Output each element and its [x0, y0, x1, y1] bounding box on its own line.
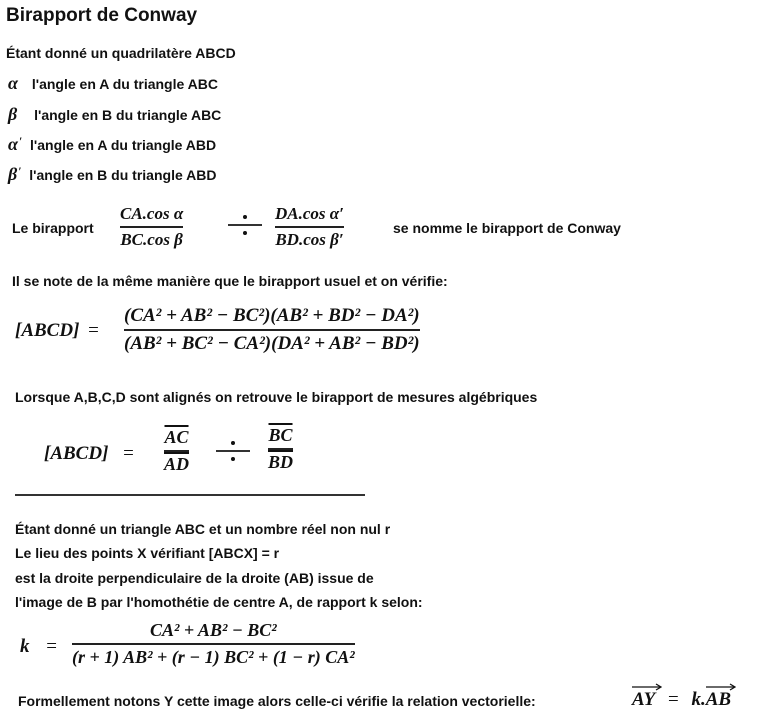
alpha-prime-symbol: α: [8, 134, 18, 154]
measure-ac: $\overline{AC}$: [164, 427, 189, 447]
vector-ay-label: AY: [632, 689, 656, 710]
conway-left-fraction: [120, 204, 183, 250]
def-suffix: se nomme le birapport de Conway: [393, 220, 621, 236]
formula2-lhs-text: [ABCD]: [44, 443, 109, 464]
aligned-line: Lorsque A,B,C,D sont alignés on retrouve le birapport de mesures algébriques: [15, 389, 538, 405]
formula3-lhs-text: k: [20, 636, 30, 657]
note-line: Il se note de la même manière que le birapport usuel et on vérifie:: [12, 273, 448, 289]
formula1-num-b: (AB² + BD² − DA²): [270, 305, 420, 326]
formula1-lhs-text: [ABCD]: [15, 320, 80, 341]
section-divider: [15, 494, 365, 496]
vector-k: k.: [691, 689, 706, 710]
alpha-prime-text: l'angle en A du triangle ABD: [30, 137, 217, 153]
beta-prime-text: l'angle en B du triangle ABD: [29, 167, 217, 183]
formula1-num-a: (CA² + AB² − BC²): [124, 305, 271, 326]
formula2-lhs: [44, 443, 134, 465]
formula3-lhs: [20, 636, 57, 658]
conway-right-fraction: [275, 204, 344, 250]
beta-text: l'angle en B du triangle ABC: [34, 107, 222, 123]
division-symbol-2: [216, 441, 250, 461]
angle-alpha-prime-row: [8, 134, 216, 155]
alpha-prime-mark: ′: [18, 135, 23, 148]
vector-eq: =: [667, 689, 679, 710]
def-prefix: Le birapport: [12, 220, 94, 236]
page-title: Birapport de Conway: [6, 5, 198, 26]
vector-ab-label: AB: [705, 689, 732, 710]
formula3-denominator: (r + 1) AB² + (r − 1) BC² + (1 − r) CA²: [72, 646, 355, 667]
formula1-den-b: (DA² + AB² − BD²): [271, 332, 420, 354]
measure-ad: AD: [164, 453, 190, 474]
beta-symbol: β: [8, 104, 18, 124]
formula1-lhs: [15, 320, 99, 342]
formula3-eq: =: [46, 636, 57, 657]
formula2-fraction-right: [268, 425, 293, 473]
division-symbol: [228, 215, 262, 235]
formula1-fraction: [124, 305, 420, 355]
left-numerator: CA.cos α: [120, 204, 184, 223]
formula1-denominator: [124, 333, 420, 355]
intro-line: Étant donné un quadrilatère ABCD: [6, 45, 236, 61]
alpha-symbol: α: [8, 73, 18, 93]
formula2-fraction-left: [164, 427, 189, 475]
formula3-fraction: [72, 620, 355, 668]
measure-bc: $\overline{BC}$: [268, 425, 293, 445]
alpha-text: l'angle en A du triangle ABC: [31, 76, 218, 92]
measure-bd: BD: [268, 451, 294, 472]
triangle-line-2: Le lieu des points X vérifiant [ABCX] = r: [15, 545, 280, 561]
vector-arrow-icon: [706, 683, 736, 691]
right-numerator: DA.cos α′: [275, 204, 344, 223]
vector-arrow-icon: [632, 683, 662, 691]
formula3-numerator: CA² + AB² − BC²: [149, 620, 277, 640]
angle-alpha-row: [8, 73, 218, 94]
formula1-den-a: (AB² + BC² − CA²): [124, 332, 272, 354]
triangle-line-1: Étant donné un triangle ABC et un nombre réel non nul r: [15, 521, 391, 537]
vector-ay: [632, 689, 655, 711]
final-line: Formellement notons Y cette image alors celle-ci vérifie la relation vectorielle:: [18, 693, 536, 709]
angle-beta-row: [8, 104, 221, 125]
beta-prime-mark: ′: [18, 165, 22, 178]
right-denominator: BD.cos β′: [275, 229, 344, 249]
triangle-line-4: l'image de B par l'homothétie de centre A, de rapport k selon:: [15, 594, 423, 610]
formula1-eq: =: [88, 320, 99, 341]
beta-prime-symbol: β: [8, 164, 18, 184]
angle-beta-prime-row: [8, 164, 216, 185]
formula2-eq: =: [123, 443, 134, 464]
left-denominator: BC.cos β: [120, 229, 183, 249]
vector-relation: [632, 689, 731, 711]
formula1-numerator: [124, 305, 420, 327]
vector-ab: [706, 689, 731, 711]
triangle-line-3: est la droite perpendiculaire de la droite (AB) issue de: [15, 570, 374, 586]
